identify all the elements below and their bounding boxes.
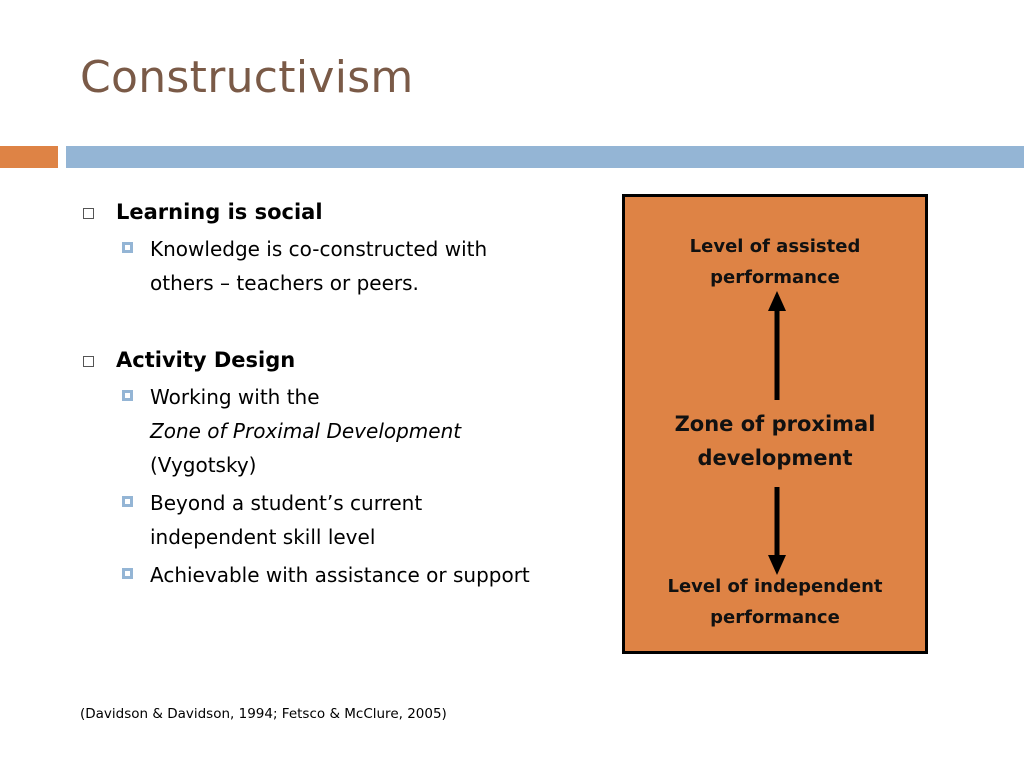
label-line: performance (710, 267, 840, 288)
sub-bullet-text: (Vygotsky) (150, 453, 257, 477)
sub-bullet-text: Knowledge is co-constructed with (150, 237, 488, 261)
accent-bar-orange (0, 146, 58, 168)
sub-bullet-text: others – teachers or peers. (150, 271, 419, 295)
bullet-learning-is-social (80, 196, 600, 228)
sub-bullet-zpd (80, 380, 600, 482)
bullet-label: Activity Design (116, 348, 296, 372)
square-bullet-icon (122, 568, 133, 579)
down-arrow-icon (768, 487, 786, 575)
bullet-list (80, 196, 600, 592)
sub-bullet-italic-text: Zone of Proximal Development (150, 419, 462, 443)
sub-bullet-beyond (80, 486, 600, 554)
square-bullet-icon (122, 496, 133, 507)
bullet-label: Learning is social (116, 200, 323, 224)
label-line: development (697, 446, 853, 470)
label-line: Zone of proximal (674, 412, 876, 436)
sub-bullet-achievable (80, 558, 600, 592)
sub-bullet-text: Beyond a student’s current (150, 491, 423, 515)
citation-footer: (Davidson & Davidson, 1994; Fetsco & McClure, 2005) (80, 706, 447, 722)
square-bullet-icon (122, 242, 133, 253)
assisted-performance-label (625, 231, 925, 293)
square-bullet-icon (122, 390, 133, 401)
up-arrow-icon (768, 291, 786, 400)
sub-bullet-text: Achievable with assistance or support (150, 563, 530, 587)
label-line: Level of assisted (689, 236, 861, 257)
sub-bullet-knowledge (80, 232, 600, 300)
independent-performance-label (625, 571, 925, 633)
accent-bar-blue (66, 146, 1024, 168)
hollow-square-bullet-icon (83, 208, 94, 219)
hollow-square-bullet-icon (83, 356, 94, 367)
zpd-diagram (622, 194, 928, 654)
label-line: performance (710, 607, 840, 628)
slide-title: Constructivism (80, 52, 414, 103)
zpd-label (625, 407, 925, 475)
sub-bullet-text: Working with the (150, 385, 320, 409)
bullet-activity-design (80, 344, 600, 376)
sub-bullet-text: independent skill level (150, 525, 376, 549)
label-line: Level of independent (667, 576, 883, 597)
